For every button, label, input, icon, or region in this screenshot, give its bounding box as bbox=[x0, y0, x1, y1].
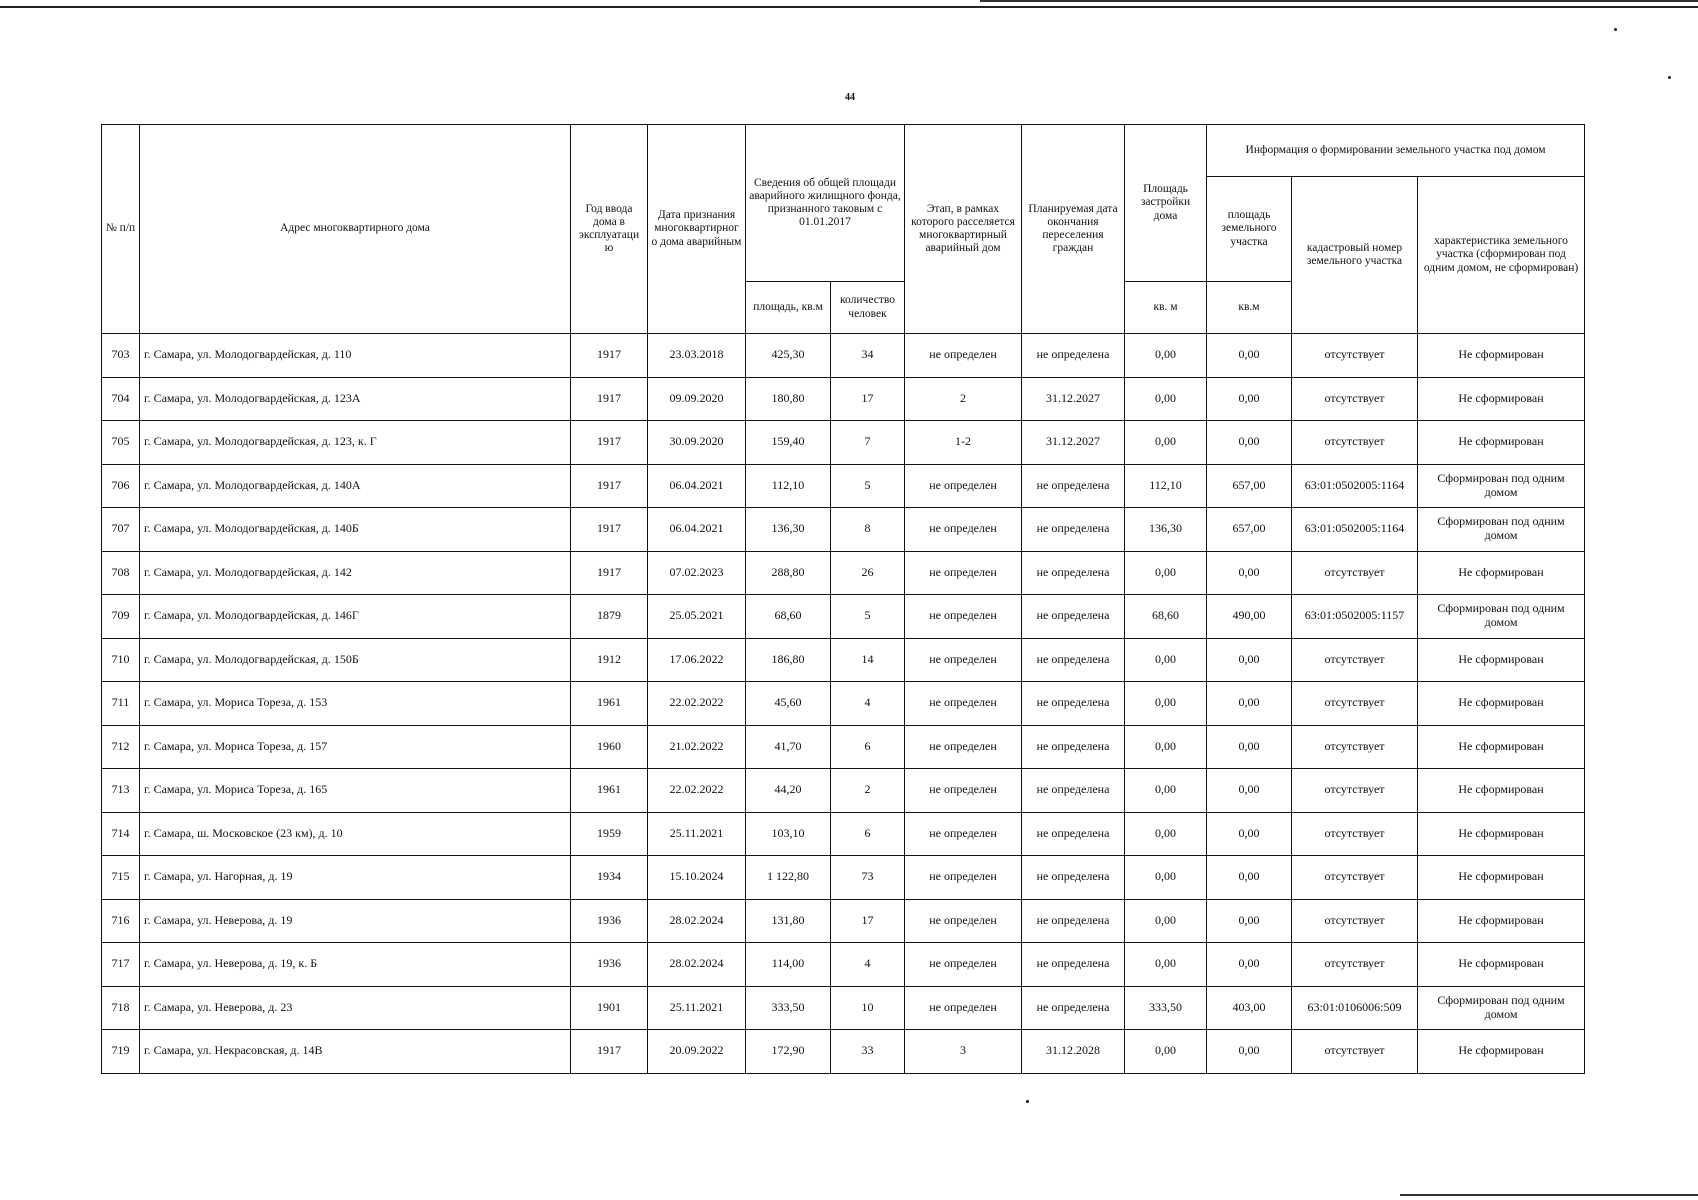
table-header-row bbox=[102, 125, 1585, 177]
row-date-recognized: 21.02.2022 bbox=[648, 725, 746, 769]
row-people: 73 bbox=[831, 856, 905, 900]
row-year: 1917 bbox=[571, 334, 648, 378]
row-num: 707 bbox=[102, 508, 140, 552]
table-row bbox=[102, 464, 1585, 508]
row-land-area: 0,00 bbox=[1207, 421, 1292, 465]
row-land-status: Не сформирован bbox=[1418, 812, 1585, 856]
header-cadastral: кадастровый номер земельного участка bbox=[1292, 177, 1418, 334]
row-land-status: Не сформирован bbox=[1418, 334, 1585, 378]
table-row bbox=[102, 638, 1585, 682]
row-stage: не определен bbox=[905, 986, 1022, 1030]
row-address: г. Самара, ул. Молодогвардейская, д. 123, к. Г bbox=[140, 421, 571, 465]
row-land-status: Не сформирован bbox=[1418, 682, 1585, 726]
page-number: 44 bbox=[845, 92, 855, 103]
row-cadastral: отсутствует bbox=[1292, 551, 1418, 595]
row-year: 1901 bbox=[571, 986, 648, 1030]
row-stage: не определен bbox=[905, 464, 1022, 508]
row-land-area: 0,00 bbox=[1207, 334, 1292, 378]
row-land-area: 0,00 bbox=[1207, 638, 1292, 682]
row-area: 180,80 bbox=[746, 377, 831, 421]
row-land-status: Не сформирован bbox=[1418, 856, 1585, 900]
row-address: г. Самара, ул. Мориса Тореза, д. 153 bbox=[140, 682, 571, 726]
row-building-area: 0,00 bbox=[1125, 769, 1207, 813]
row-date-recognized: 28.02.2024 bbox=[648, 899, 746, 943]
row-land-status: Не сформирован bbox=[1418, 725, 1585, 769]
row-address: г. Самара, ул. Некрасовская, д. 14В bbox=[140, 1030, 571, 1074]
row-num: 716 bbox=[102, 899, 140, 943]
row-area: 136,30 bbox=[746, 508, 831, 552]
row-cadastral: отсутствует bbox=[1292, 769, 1418, 813]
row-people: 17 bbox=[831, 899, 905, 943]
row-people: 26 bbox=[831, 551, 905, 595]
row-num: 706 bbox=[102, 464, 140, 508]
row-planned-date: не определена bbox=[1022, 986, 1125, 1030]
row-year: 1917 bbox=[571, 1030, 648, 1074]
row-num: 705 bbox=[102, 421, 140, 465]
row-area: 114,00 bbox=[746, 943, 831, 987]
row-date-recognized: 17.06.2022 bbox=[648, 638, 746, 682]
row-planned-date: не определена bbox=[1022, 943, 1125, 987]
row-address: г. Самара, ул. Мориса Тореза, д. 165 bbox=[140, 769, 571, 813]
row-address: г. Самара, ул. Молодогвардейская, д. 150Б bbox=[140, 638, 571, 682]
row-cadastral: отсутствует bbox=[1292, 1030, 1418, 1074]
row-address: г. Самара, ш. Московское (23 км), д. 10 bbox=[140, 812, 571, 856]
row-year: 1917 bbox=[571, 377, 648, 421]
row-address: г. Самара, ул. Неверова, д. 19, к. Б bbox=[140, 943, 571, 987]
row-cadastral: отсутствует bbox=[1292, 377, 1418, 421]
row-land-area: 657,00 bbox=[1207, 508, 1292, 552]
row-stage: не определен bbox=[905, 595, 1022, 639]
row-building-area: 0,00 bbox=[1125, 334, 1207, 378]
row-people: 7 bbox=[831, 421, 905, 465]
row-cadastral: отсутствует bbox=[1292, 725, 1418, 769]
row-planned-date: не определена bbox=[1022, 812, 1125, 856]
row-people: 14 bbox=[831, 638, 905, 682]
row-people: 34 bbox=[831, 334, 905, 378]
row-year: 1912 bbox=[571, 638, 648, 682]
row-area: 68,60 bbox=[746, 595, 831, 639]
row-land-area: 657,00 bbox=[1207, 464, 1292, 508]
row-cadastral: 63:01:0502005:1157 bbox=[1292, 595, 1418, 639]
row-people: 5 bbox=[831, 595, 905, 639]
header-building-area: Площадь застройки дома bbox=[1125, 125, 1207, 282]
row-date-recognized: 22.02.2022 bbox=[648, 682, 746, 726]
header-building-area-unit: кв. м bbox=[1125, 282, 1207, 334]
row-date-recognized: 09.09.2020 bbox=[648, 377, 746, 421]
row-planned-date: 31.12.2028 bbox=[1022, 1030, 1125, 1074]
row-area: 186,80 bbox=[746, 638, 831, 682]
table-row bbox=[102, 595, 1585, 639]
row-date-recognized: 30.09.2020 bbox=[648, 421, 746, 465]
row-people: 33 bbox=[831, 1030, 905, 1074]
table-row bbox=[102, 682, 1585, 726]
row-stage: не определен bbox=[905, 508, 1022, 552]
row-address: г. Самара, ул. Неверова, д. 19 bbox=[140, 899, 571, 943]
row-date-recognized: 23.03.2018 bbox=[648, 334, 746, 378]
row-stage: 1-2 bbox=[905, 421, 1022, 465]
row-stage: не определен bbox=[905, 769, 1022, 813]
row-land-status: Сформирован под одним домом bbox=[1418, 986, 1585, 1030]
row-land-area: 0,00 bbox=[1207, 856, 1292, 900]
row-area: 288,80 bbox=[746, 551, 831, 595]
row-land-area: 0,00 bbox=[1207, 725, 1292, 769]
row-building-area: 0,00 bbox=[1125, 638, 1207, 682]
row-stage: 2 bbox=[905, 377, 1022, 421]
row-date-recognized: 15.10.2024 bbox=[648, 856, 746, 900]
table-row bbox=[102, 899, 1585, 943]
row-date-recognized: 20.09.2022 bbox=[648, 1030, 746, 1074]
table-row bbox=[102, 508, 1585, 552]
row-year: 1961 bbox=[571, 682, 648, 726]
row-cadastral: отсутствует bbox=[1292, 812, 1418, 856]
header-area-info: Сведения об общей площади аварийного жилищного фонда, признанного таковым с 01.01.2017 bbox=[746, 125, 905, 282]
row-date-recognized: 25.11.2021 bbox=[648, 812, 746, 856]
row-cadastral: отсутствует bbox=[1292, 856, 1418, 900]
row-address: г. Самара, ул. Молодогвардейская, д. 146Г bbox=[140, 595, 571, 639]
row-stage: не определен bbox=[905, 943, 1022, 987]
row-year: 1917 bbox=[571, 551, 648, 595]
row-cadastral: 63:01:0106006:509 bbox=[1292, 986, 1418, 1030]
header-date-recognized: Дата признания многоквартирног о дома аварийным bbox=[648, 125, 746, 334]
row-land-status: Не сформирован bbox=[1418, 551, 1585, 595]
row-land-status: Сформирован под одним домом bbox=[1418, 508, 1585, 552]
row-date-recognized: 28.02.2024 bbox=[648, 943, 746, 987]
row-area: 172,90 bbox=[746, 1030, 831, 1074]
table-row bbox=[102, 769, 1585, 813]
table-row bbox=[102, 943, 1585, 987]
row-land-area: 403,00 bbox=[1207, 986, 1292, 1030]
row-land-status: Не сформирован bbox=[1418, 899, 1585, 943]
row-num: 712 bbox=[102, 725, 140, 769]
row-stage: не определен bbox=[905, 638, 1022, 682]
row-date-recognized: 06.04.2021 bbox=[648, 508, 746, 552]
row-people: 6 bbox=[831, 812, 905, 856]
row-date-recognized: 06.04.2021 bbox=[648, 464, 746, 508]
row-num: 703 bbox=[102, 334, 140, 378]
row-date-recognized: 07.02.2023 bbox=[648, 551, 746, 595]
row-planned-date: не определена bbox=[1022, 899, 1125, 943]
row-land-area: 0,00 bbox=[1207, 769, 1292, 813]
row-land-status: Не сформирован bbox=[1418, 1030, 1585, 1074]
row-planned-date: не определена bbox=[1022, 551, 1125, 595]
row-area: 131,80 bbox=[746, 899, 831, 943]
row-stage: не определен bbox=[905, 551, 1022, 595]
row-stage: не определен bbox=[905, 899, 1022, 943]
row-address: г. Самара, ул. Молодогвардейская, д. 140Б bbox=[140, 508, 571, 552]
row-building-area: 333,50 bbox=[1125, 986, 1207, 1030]
row-address: г. Самара, ул. Молодогвардейская, д. 142 bbox=[140, 551, 571, 595]
row-area: 112,10 bbox=[746, 464, 831, 508]
row-area: 103,10 bbox=[746, 812, 831, 856]
row-planned-date: 31.12.2027 bbox=[1022, 421, 1125, 465]
table-row bbox=[102, 856, 1585, 900]
row-land-area: 0,00 bbox=[1207, 899, 1292, 943]
row-year: 1936 bbox=[571, 943, 648, 987]
row-planned-date: не определена bbox=[1022, 856, 1125, 900]
row-num: 717 bbox=[102, 943, 140, 987]
header-stage: Этап, в рамках которого расселяется многоквартирный аварийный дом bbox=[905, 125, 1022, 334]
header-land-area: площадь земельного участка bbox=[1207, 177, 1292, 282]
row-land-status: Не сформирован bbox=[1418, 769, 1585, 813]
row-planned-date: не определена bbox=[1022, 464, 1125, 508]
row-land-area: 0,00 bbox=[1207, 1030, 1292, 1074]
row-date-recognized: 22.02.2022 bbox=[648, 769, 746, 813]
row-building-area: 0,00 bbox=[1125, 812, 1207, 856]
row-people: 10 bbox=[831, 986, 905, 1030]
row-planned-date: не определена bbox=[1022, 595, 1125, 639]
row-land-status: Сформирован под одним домом bbox=[1418, 464, 1585, 508]
row-num: 718 bbox=[102, 986, 140, 1030]
row-year: 1934 bbox=[571, 856, 648, 900]
row-land-status: Не сформирован bbox=[1418, 377, 1585, 421]
row-planned-date: 31.12.2027 bbox=[1022, 377, 1125, 421]
row-cadastral: отсутствует bbox=[1292, 943, 1418, 987]
row-area: 1 122,80 bbox=[746, 856, 831, 900]
scan-speck bbox=[1026, 1100, 1029, 1103]
table-row bbox=[102, 986, 1585, 1030]
table-row bbox=[102, 551, 1585, 595]
scan-border-line bbox=[0, 6, 1698, 8]
row-planned-date: не определена bbox=[1022, 638, 1125, 682]
row-stage: не определен bbox=[905, 856, 1022, 900]
row-area: 425,30 bbox=[746, 334, 831, 378]
row-cadastral: отсутствует bbox=[1292, 334, 1418, 378]
row-building-area: 0,00 bbox=[1125, 377, 1207, 421]
row-cadastral: 63:01:0502005:1164 bbox=[1292, 464, 1418, 508]
row-area: 45,60 bbox=[746, 682, 831, 726]
row-land-status: Не сформирован bbox=[1418, 638, 1585, 682]
row-planned-date: не определена bbox=[1022, 682, 1125, 726]
row-cadastral: отсутствует bbox=[1292, 682, 1418, 726]
row-num: 704 bbox=[102, 377, 140, 421]
row-stage: не определен bbox=[905, 682, 1022, 726]
row-num: 719 bbox=[102, 1030, 140, 1074]
scan-speck bbox=[1614, 28, 1617, 31]
row-num: 713 bbox=[102, 769, 140, 813]
row-area: 44,20 bbox=[746, 769, 831, 813]
row-area: 159,40 bbox=[746, 421, 831, 465]
row-land-area: 0,00 bbox=[1207, 812, 1292, 856]
row-cadastral: отсутствует bbox=[1292, 899, 1418, 943]
row-num: 714 bbox=[102, 812, 140, 856]
row-land-area: 490,00 bbox=[1207, 595, 1292, 639]
header-land-area-unit: кв.м bbox=[1207, 282, 1292, 334]
row-land-area: 0,00 bbox=[1207, 377, 1292, 421]
scan-border-line bbox=[1400, 1194, 1698, 1196]
row-building-area: 0,00 bbox=[1125, 682, 1207, 726]
row-land-status: Не сформирован bbox=[1418, 421, 1585, 465]
scan-border-line bbox=[980, 0, 1698, 2]
row-address: г. Самара, ул. Молодогвардейская, д. 110 bbox=[140, 334, 571, 378]
row-address: г. Самара, ул. Неверова, д. 23 bbox=[140, 986, 571, 1030]
row-cadastral: 63:01:0502005:1164 bbox=[1292, 508, 1418, 552]
header-address: Адрес многоквартирного дома bbox=[140, 125, 571, 334]
row-building-area: 68,60 bbox=[1125, 595, 1207, 639]
row-land-status: Сформирован под одним домом bbox=[1418, 595, 1585, 639]
header-area-sqm: площадь, кв.м bbox=[746, 282, 831, 334]
row-land-area: 0,00 bbox=[1207, 943, 1292, 987]
table-row bbox=[102, 421, 1585, 465]
row-people: 2 bbox=[831, 769, 905, 813]
row-building-area: 112,10 bbox=[1125, 464, 1207, 508]
row-year: 1917 bbox=[571, 508, 648, 552]
table-row bbox=[102, 812, 1585, 856]
header-land-info: Информация о формировании земельного участка под домом bbox=[1207, 125, 1585, 177]
row-year: 1959 bbox=[571, 812, 648, 856]
row-address: г. Самара, ул. Нагорная, д. 19 bbox=[140, 856, 571, 900]
header-characteristic: характеристика земельного участка (сформирован под одним домом, не сформирован) bbox=[1418, 177, 1585, 334]
row-building-area: 0,00 bbox=[1125, 421, 1207, 465]
row-date-recognized: 25.11.2021 bbox=[648, 986, 746, 1030]
row-building-area: 0,00 bbox=[1125, 899, 1207, 943]
row-year: 1960 bbox=[571, 725, 648, 769]
row-num: 711 bbox=[102, 682, 140, 726]
row-building-area: 0,00 bbox=[1125, 856, 1207, 900]
row-building-area: 0,00 bbox=[1125, 551, 1207, 595]
row-planned-date: не определена bbox=[1022, 769, 1125, 813]
table-row bbox=[102, 1030, 1585, 1074]
table-row bbox=[102, 377, 1585, 421]
row-num: 715 bbox=[102, 856, 140, 900]
row-num: 710 bbox=[102, 638, 140, 682]
row-building-area: 0,00 bbox=[1125, 943, 1207, 987]
row-people: 6 bbox=[831, 725, 905, 769]
row-num: 709 bbox=[102, 595, 140, 639]
header-people-count: количество человек bbox=[831, 282, 905, 334]
row-stage: не определен bbox=[905, 812, 1022, 856]
row-people: 4 bbox=[831, 943, 905, 987]
row-planned-date: не определена bbox=[1022, 508, 1125, 552]
table-row bbox=[102, 334, 1585, 378]
row-planned-date: не определена bbox=[1022, 725, 1125, 769]
header-planned-date: Планируемая дата окончания переселения граждан bbox=[1022, 125, 1125, 334]
row-year: 1879 bbox=[571, 595, 648, 639]
row-people: 4 bbox=[831, 682, 905, 726]
row-address: г. Самара, ул. Молодогвардейская, д. 140А bbox=[140, 464, 571, 508]
row-land-area: 0,00 bbox=[1207, 682, 1292, 726]
row-people: 8 bbox=[831, 508, 905, 552]
row-stage: 3 bbox=[905, 1030, 1022, 1074]
row-people: 5 bbox=[831, 464, 905, 508]
row-cadastral: отсутствует bbox=[1292, 421, 1418, 465]
row-area: 41,70 bbox=[746, 725, 831, 769]
row-num: 708 bbox=[102, 551, 140, 595]
row-year: 1917 bbox=[571, 464, 648, 508]
row-people: 17 bbox=[831, 377, 905, 421]
row-year: 1961 bbox=[571, 769, 648, 813]
scan-speck bbox=[1668, 76, 1671, 79]
row-address: г. Самара, ул. Мориса Тореза, д. 157 bbox=[140, 725, 571, 769]
row-land-status: Не сформирован bbox=[1418, 943, 1585, 987]
emergency-housing-table bbox=[101, 124, 1585, 1074]
row-cadastral: отсутствует bbox=[1292, 638, 1418, 682]
header-num: № п/п bbox=[102, 125, 140, 334]
table-row bbox=[102, 725, 1585, 769]
row-area: 333,50 bbox=[746, 986, 831, 1030]
row-building-area: 0,00 bbox=[1125, 725, 1207, 769]
row-address: г. Самара, ул. Молодогвардейская, д. 123А bbox=[140, 377, 571, 421]
row-land-area: 0,00 bbox=[1207, 551, 1292, 595]
row-building-area: 0,00 bbox=[1125, 1030, 1207, 1074]
row-date-recognized: 25.05.2021 bbox=[648, 595, 746, 639]
row-stage: не определен bbox=[905, 334, 1022, 378]
header-year: Год ввода дома в эксплуатаци ю bbox=[571, 125, 648, 334]
row-building-area: 136,30 bbox=[1125, 508, 1207, 552]
row-planned-date: не определена bbox=[1022, 334, 1125, 378]
row-year: 1917 bbox=[571, 421, 648, 465]
row-year: 1936 bbox=[571, 899, 648, 943]
row-stage: не определен bbox=[905, 725, 1022, 769]
